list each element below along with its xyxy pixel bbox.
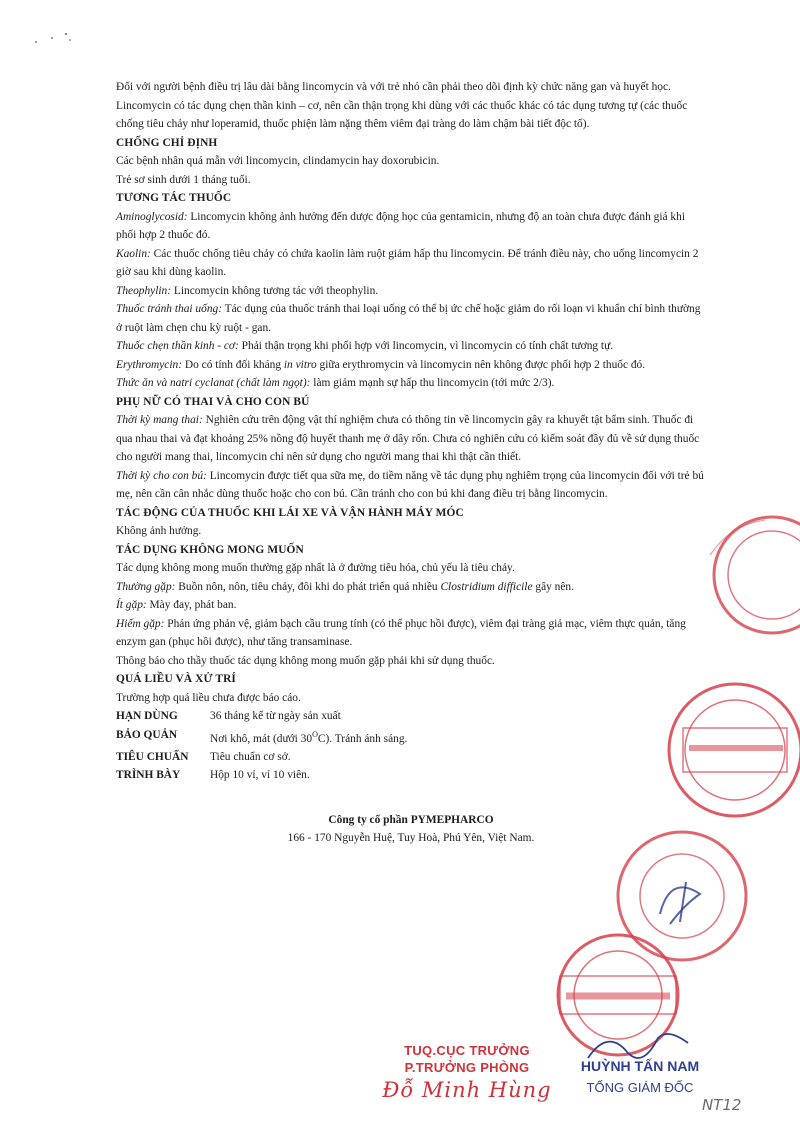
interaction-item: Aminoglycosid: Lincomycin không ảnh hưởng đến dược động học của gentamicin, nhưng độ an toàn chưa được đánh giá khi phối hợp 2 thuốc đó.	[116, 210, 685, 241]
spec-row: TRÌNH BÀY Hộp 10 vỉ, vỉ 10 viên.	[116, 769, 310, 782]
interaction-item: Thuốc chẹn thần kinh - cơ: Phải thận trọng khi phối hợp với lincomycin, vì lincomycin có tính chất tương tự.	[116, 340, 614, 352]
stamp-top-right-icon	[690, 505, 800, 645]
director-signature	[560, 1058, 720, 1095]
interaction-item: Erythromycin: Do có tính đối kháng in vitro giữa erythromycin và lincomycin nên không được phối hợp 2 thuốc đó.	[116, 358, 646, 371]
company-address: 166 - 170 Nguyễn Huệ, Tuy Hoà, Phú Yên, Việt Nam.	[287, 832, 535, 845]
director-title: TỔNG GIÁM ĐỐC	[586, 1080, 694, 1095]
contra-line: Trẻ sơ sinh dưới 1 tháng tuổi.	[116, 173, 251, 186]
spec-row: BẢO QUẢN Nơi khô, mát (dưới $30^OC$). Tránh ánh sáng.	[116, 728, 408, 745]
adverse-common: Thường gặp: Buồn nôn, nôn, tiêu chảy, đôi khi do phát triển quá nhiều Clostridium difficile gây nên.	[116, 580, 574, 593]
contra-line: Các bệnh nhân quá mẫn với lincomycin, clindamycin hay doxorubicin.	[116, 155, 440, 167]
contra-heading: CHỐNG CHỈ ĐỊNH	[116, 136, 218, 149]
overdose-heading: QUÁ LIỀU VÀ XỬ TRÍ	[116, 673, 236, 685]
scan-marks-icon	[30, 28, 80, 48]
adverse-uncommon: Ít gặp: Mày đay, phát ban.	[116, 599, 237, 611]
interaction-item: Theophylin: Lincomycin không tương tác với theophylin.	[116, 284, 379, 297]
approval-line-1: TUQ.CỤC TRƯỞNG	[404, 1043, 530, 1058]
leaflet-body	[116, 78, 706, 848]
adverse-heading: TÁC DỤNG KHÔNG MONG MUỐN	[116, 543, 304, 556]
approval-line-2: P.TRƯỞNG PHÒNG	[404, 1060, 530, 1075]
corner-handwritten-note: NT12	[702, 1096, 742, 1114]
approval-signer-name: Đỗ Minh Hùng	[382, 1078, 552, 1102]
spec-row: HẠN DÙNG 36 tháng kể từ ngày sản xuất	[116, 710, 341, 722]
adverse-intro: Tác dụng không mong muốn thường gặp nhất là ở đường tiêu hóa, chủ yếu là tiêu chảy.	[116, 562, 515, 574]
stamp-company-icon	[655, 670, 800, 830]
company-name: Công ty cổ phần PYMEPHARCO	[328, 813, 494, 826]
overdose-text: Trường hợp quá liều chưa được báo cáo.	[116, 691, 301, 704]
driving-heading: TÁC ĐỘNG CỦA THUỐC KHI LÁI XE VÀ VẬN HÀNH MÁY MÓC	[116, 506, 464, 519]
pregnancy-item: Thời kỳ mang thai: Nghiên cứu trên động vật thí nghiệm chưa có thông tin về lincomycin gây ra khuyết tật bẩm sinh. Thuốc đi qua nhau thai và đạt khoảng 25% nồng độ huyết thanh mẹ ở dây rốn. Chưa có nghiên cứu có kiểm soát đầy đủ về sử dụng thuốc cho người mang thai, lincomycin chỉ nên sử dụng cho người mang thai khi thật cần thiết.	[116, 414, 700, 463]
approval-signature	[372, 1042, 562, 1102]
adverse-notice: Thông báo cho thầy thuốc tác dụng không mong muốn gặp phải khi sử dụng thuốc.	[116, 654, 495, 667]
interaction-item: Thức ăn và natri cyclanat (chất làm ngọt): làm giảm mạnh sự hấp thu lincomycin (tới mức 2/3).	[116, 377, 555, 389]
interaction-item: Kaolin: Các thuốc chống tiêu chảy có chứa kaolin làm ruột giảm hấp thu lincomycin. Để tránh điều này, cho uống lincomycin 2 giờ sau khi dùng kaolin.	[116, 247, 699, 278]
intro-paragraph-2: Lincomycin có tác dụng chẹn thần kinh – cơ, nên cần thận trọng khi dùng với các thuốc khác có tác dụng tương tự (các thuốc chống tiêu chảy như loperamid, thuốc phiện làm nặng thêm viêm đại tràng do làm chậm bài tiết độc tố).	[116, 99, 688, 130]
interactions-heading: TƯƠNG TÁC THUỐC	[116, 192, 232, 204]
interaction-item: Thuốc tránh thai uống: Tác dụng của thuốc tránh thai loại uống có thể bị ức chế hoặc giảm do rối loạn vi khuẩn chí bình thường ở ruột làm chẹn chu kỳ ruột - gan.	[116, 303, 701, 334]
pregnancy-item: Thời kỳ cho con bú: Lincomycin được tiết qua sữa mẹ, do tiềm năng về tác dụng phụ nghiêm trọng của lincomycin đối với trẻ bú mẹ, nên cần cân nhắc dùng thuốc hoặc cho con bú. Cần tránh cho con bú khi đang điều trị bằng lincomycin.	[116, 469, 704, 500]
director-name: HUỲNH TẤN NAM	[580, 1058, 700, 1074]
driving-text: Không ảnh hưởng.	[116, 525, 202, 537]
spec-row: TIÊU CHUẨN Tiêu chuẩn cơ sở.	[116, 750, 291, 763]
intro-paragraph-1: Đối với người bệnh điều trị lâu dài bằng lincomycin và với trẻ nhỏ cần phải theo dõi định kỳ chức năng gan và huyết học.	[116, 81, 671, 93]
adverse-rare: Hiếm gặp: Phản ứng phản vệ, giảm bạch cầu trung tính (có thể phục hồi được), viêm đại tràng giả mạc, viêm thực quản, tăng enzym gan (phục hồi được), như tăng transaminase.	[116, 617, 686, 648]
pregnancy-heading: PHỤ NỮ CÓ THAI VÀ CHO CON BÚ	[116, 395, 310, 408]
